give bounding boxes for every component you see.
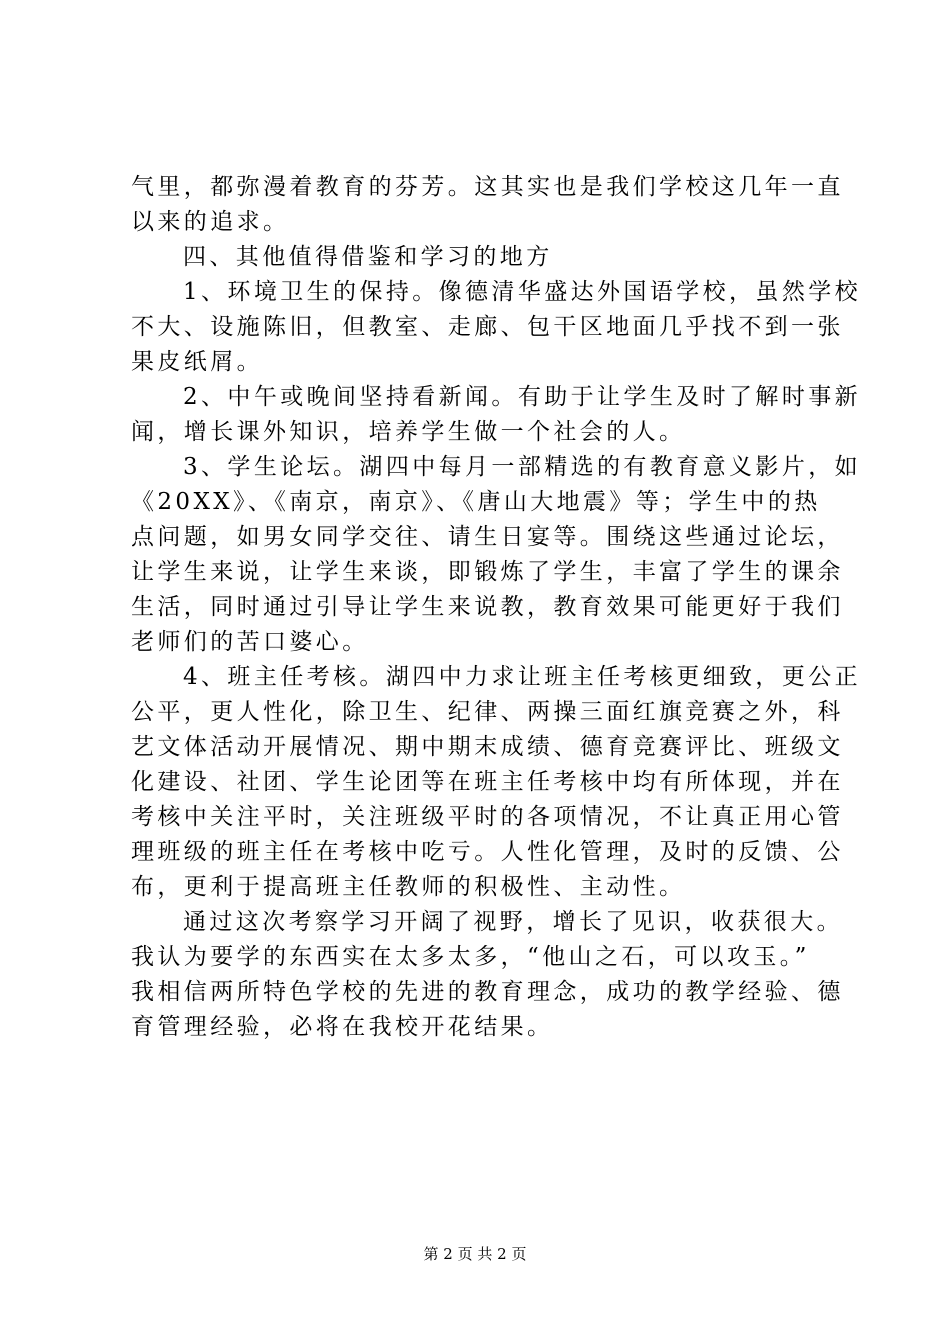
text-line: 不大、设施陈旧，但教室、走廊、包干区地面几乎找不到一张 bbox=[131, 314, 844, 340]
text-line: 生活，同时通过引导让学生来说教，教育效果可能更好于我们 bbox=[131, 594, 844, 620]
text-line: 《20XX》、《南京，南京》、《唐山大地震》等；学生中的热 bbox=[131, 489, 821, 515]
text-line: 果皮纸屑。 bbox=[131, 349, 263, 375]
page-number-footer: 第 2 页 共 2 页 bbox=[423, 1245, 527, 1263]
text-line: 通过这次考察学习开阔了视野，增长了见识，收获很大。 bbox=[183, 909, 843, 935]
text-line: 以来的追求。 bbox=[131, 209, 290, 235]
text-line: 化建设、社团、学生论团等在班主任考核中均有所体现，并在 bbox=[131, 769, 844, 795]
text-line: 艺文体活动开展情况、期中期末成绩、德育竞赛评比、班级文 bbox=[131, 734, 844, 760]
text-line: 让学生来说，让学生来谈，即锻炼了学生，丰富了学生的课余 bbox=[131, 559, 844, 585]
text-line: 我相信两所特色学校的先进的教育理念，成功的教学经验、德 bbox=[131, 979, 844, 1005]
text-line: 我认为要学的东西实在太多太多，“他山之石，可以攻玉。” bbox=[131, 944, 810, 970]
text-line: 老师们的苦口婆心。 bbox=[131, 629, 369, 655]
section-heading: 四、其他值得借鉴和学习的地方 bbox=[183, 244, 553, 270]
text-line: 1、环境卫生的保持。像德清华盛达外国语学校，虽然学校 bbox=[183, 279, 862, 305]
text-line: 理班级的班主任在考核中吃亏。人性化管理，及时的反馈、公 bbox=[131, 839, 844, 865]
text-line: 闻，增长课外知识，培养学生做一个社会的人。 bbox=[131, 419, 686, 445]
text-line: 公平，更人性化，除卫生、纪律、两操三面红旗竞赛之外，科 bbox=[131, 699, 844, 725]
text-line: 布，更利于提高班主任教师的积极性、主动性。 bbox=[131, 874, 686, 900]
document-body bbox=[131, 170, 862, 1045]
text-line: 考核中关注平时，关注班级平时的各项情况，不让真正用心管 bbox=[131, 804, 844, 830]
text-line: 3、学生论坛。湖四中每月一部精选的有教育意义影片，如 bbox=[183, 454, 862, 480]
text-line: 4、班主任考核。湖四中力求让班主任考核更细致，更公正 bbox=[183, 664, 862, 690]
text-line: 2、中午或晚间坚持看新闻。有助于让学生及时了解时事新 bbox=[183, 384, 862, 410]
text-line: 点问题，如男女同学交往、请生日宴等。围绕这些通过论坛， bbox=[131, 524, 844, 550]
text-line: 气里，都弥漫着教育的芬芳。这其实也是我们学校这几年一直 bbox=[131, 174, 844, 200]
text-line: 育管理经验，必将在我校开花结果。 bbox=[131, 1014, 554, 1040]
